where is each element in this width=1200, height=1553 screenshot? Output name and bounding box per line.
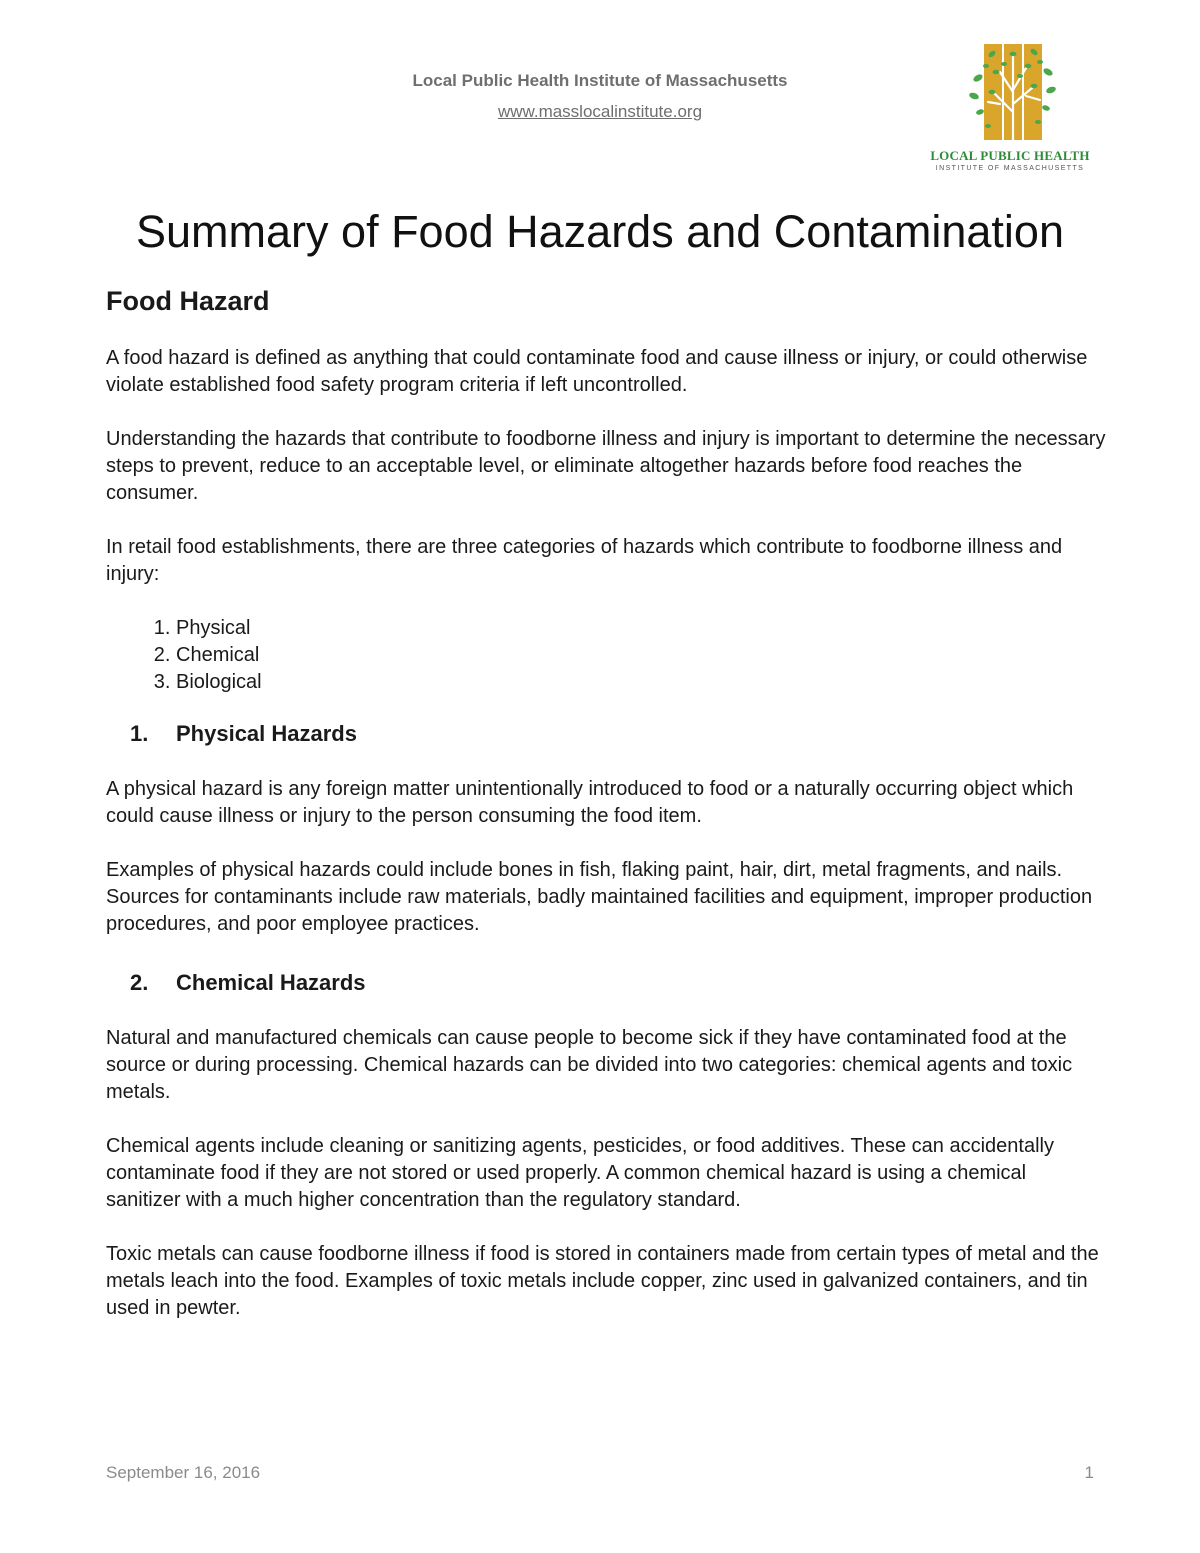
list-item: 3. Biological [176, 669, 1106, 696]
paragraph: Understanding the hazards that contribute to foodborne illness and injury is important to determine the necessary steps to prevent, reduce to an acceptable level, or eliminate altogether hazards before food reaches the consumer. [106, 428, 1106, 504]
section-heading-food-hazard: Food Hazard [106, 286, 270, 316]
list-item: 2. Chemical [176, 642, 1106, 669]
paragraph: A physical hazard is any foreign matter unintentionally introduced to food or a naturally occurring object which could cause illness or injury to the person consuming the food item. [106, 778, 1074, 827]
list-item: 1. Physical [176, 615, 1106, 642]
organization-url-link[interactable]: www.masslocalinstitute.org [497, 102, 703, 121]
logo-title: LOCAL PUBLIC HEALTH [930, 148, 1090, 163]
section-heading-chemical-hazards [106, 965, 1106, 1001]
section-heading-text: Physical Hazards [176, 721, 357, 746]
section-chemical-hazards [106, 965, 1106, 1322]
paragraph: Examples of physical hazards could include bones in fish, flaking paint, hair, dirt, metal fragments, and nails. Sources for contaminants include raw materials, badly maintained facilities and equipment, improper production procedures, and poor employee practices. [106, 859, 1093, 935]
organization-name: Local Public Health Institute of Massachusetts [412, 71, 788, 90]
page-number: 1 [1084, 1463, 1094, 1482]
section-heading-text: Chemical Hazards [176, 970, 366, 995]
section-heading-physical-hazards [106, 716, 1106, 752]
paragraph: Chemical agents include cleaning or sanitizing agents, pesticides, or food additives. These can accidentally contaminate food if they are not stored or used properly. A common chemical hazard is using a chemical sanitizer with a much higher concentration than the regulatory standard. [106, 1135, 1054, 1211]
section-food-hazard [106, 281, 1106, 696]
document-body [106, 281, 1106, 1349]
tree-logo-icon [930, 42, 1090, 146]
section-physical-hazards [106, 716, 1106, 938]
paragraph: In retail food establishments, there are three categories of hazards which contribute to foodborne illness and injury: [106, 536, 1063, 585]
section-number: 2. [130, 970, 149, 995]
paragraph: A food hazard is defined as anything that could contaminate food and cause illness or injury, or could otherwise violate established food safety program criteria if left uncontrolled. [106, 347, 1088, 396]
logo-subtitle: INSTITUTE OF MASSACHUSETTS [935, 165, 1085, 172]
organization-logo [930, 42, 1090, 178]
paragraph: Toxic metals can cause foodborne illness if food is stored in containers made from certain types of metal and the metals leach into the food. Examples of toxic metals include copper, zinc used in galvanized containers, and tin used in pewter. [106, 1243, 1099, 1319]
hazard-category-list [106, 615, 1106, 696]
paragraph: Natural and manufactured chemicals can cause people to become sick if they have contaminated food at the source or during processing. Chemical hazards can be divided into two categories: chemical agents and toxic metals. [106, 1027, 1073, 1103]
document-title: Summary of Food Hazards and Contamination [136, 206, 1064, 257]
footer-date: September 16, 2016 [106, 1463, 261, 1482]
section-number: 1. [130, 721, 149, 746]
